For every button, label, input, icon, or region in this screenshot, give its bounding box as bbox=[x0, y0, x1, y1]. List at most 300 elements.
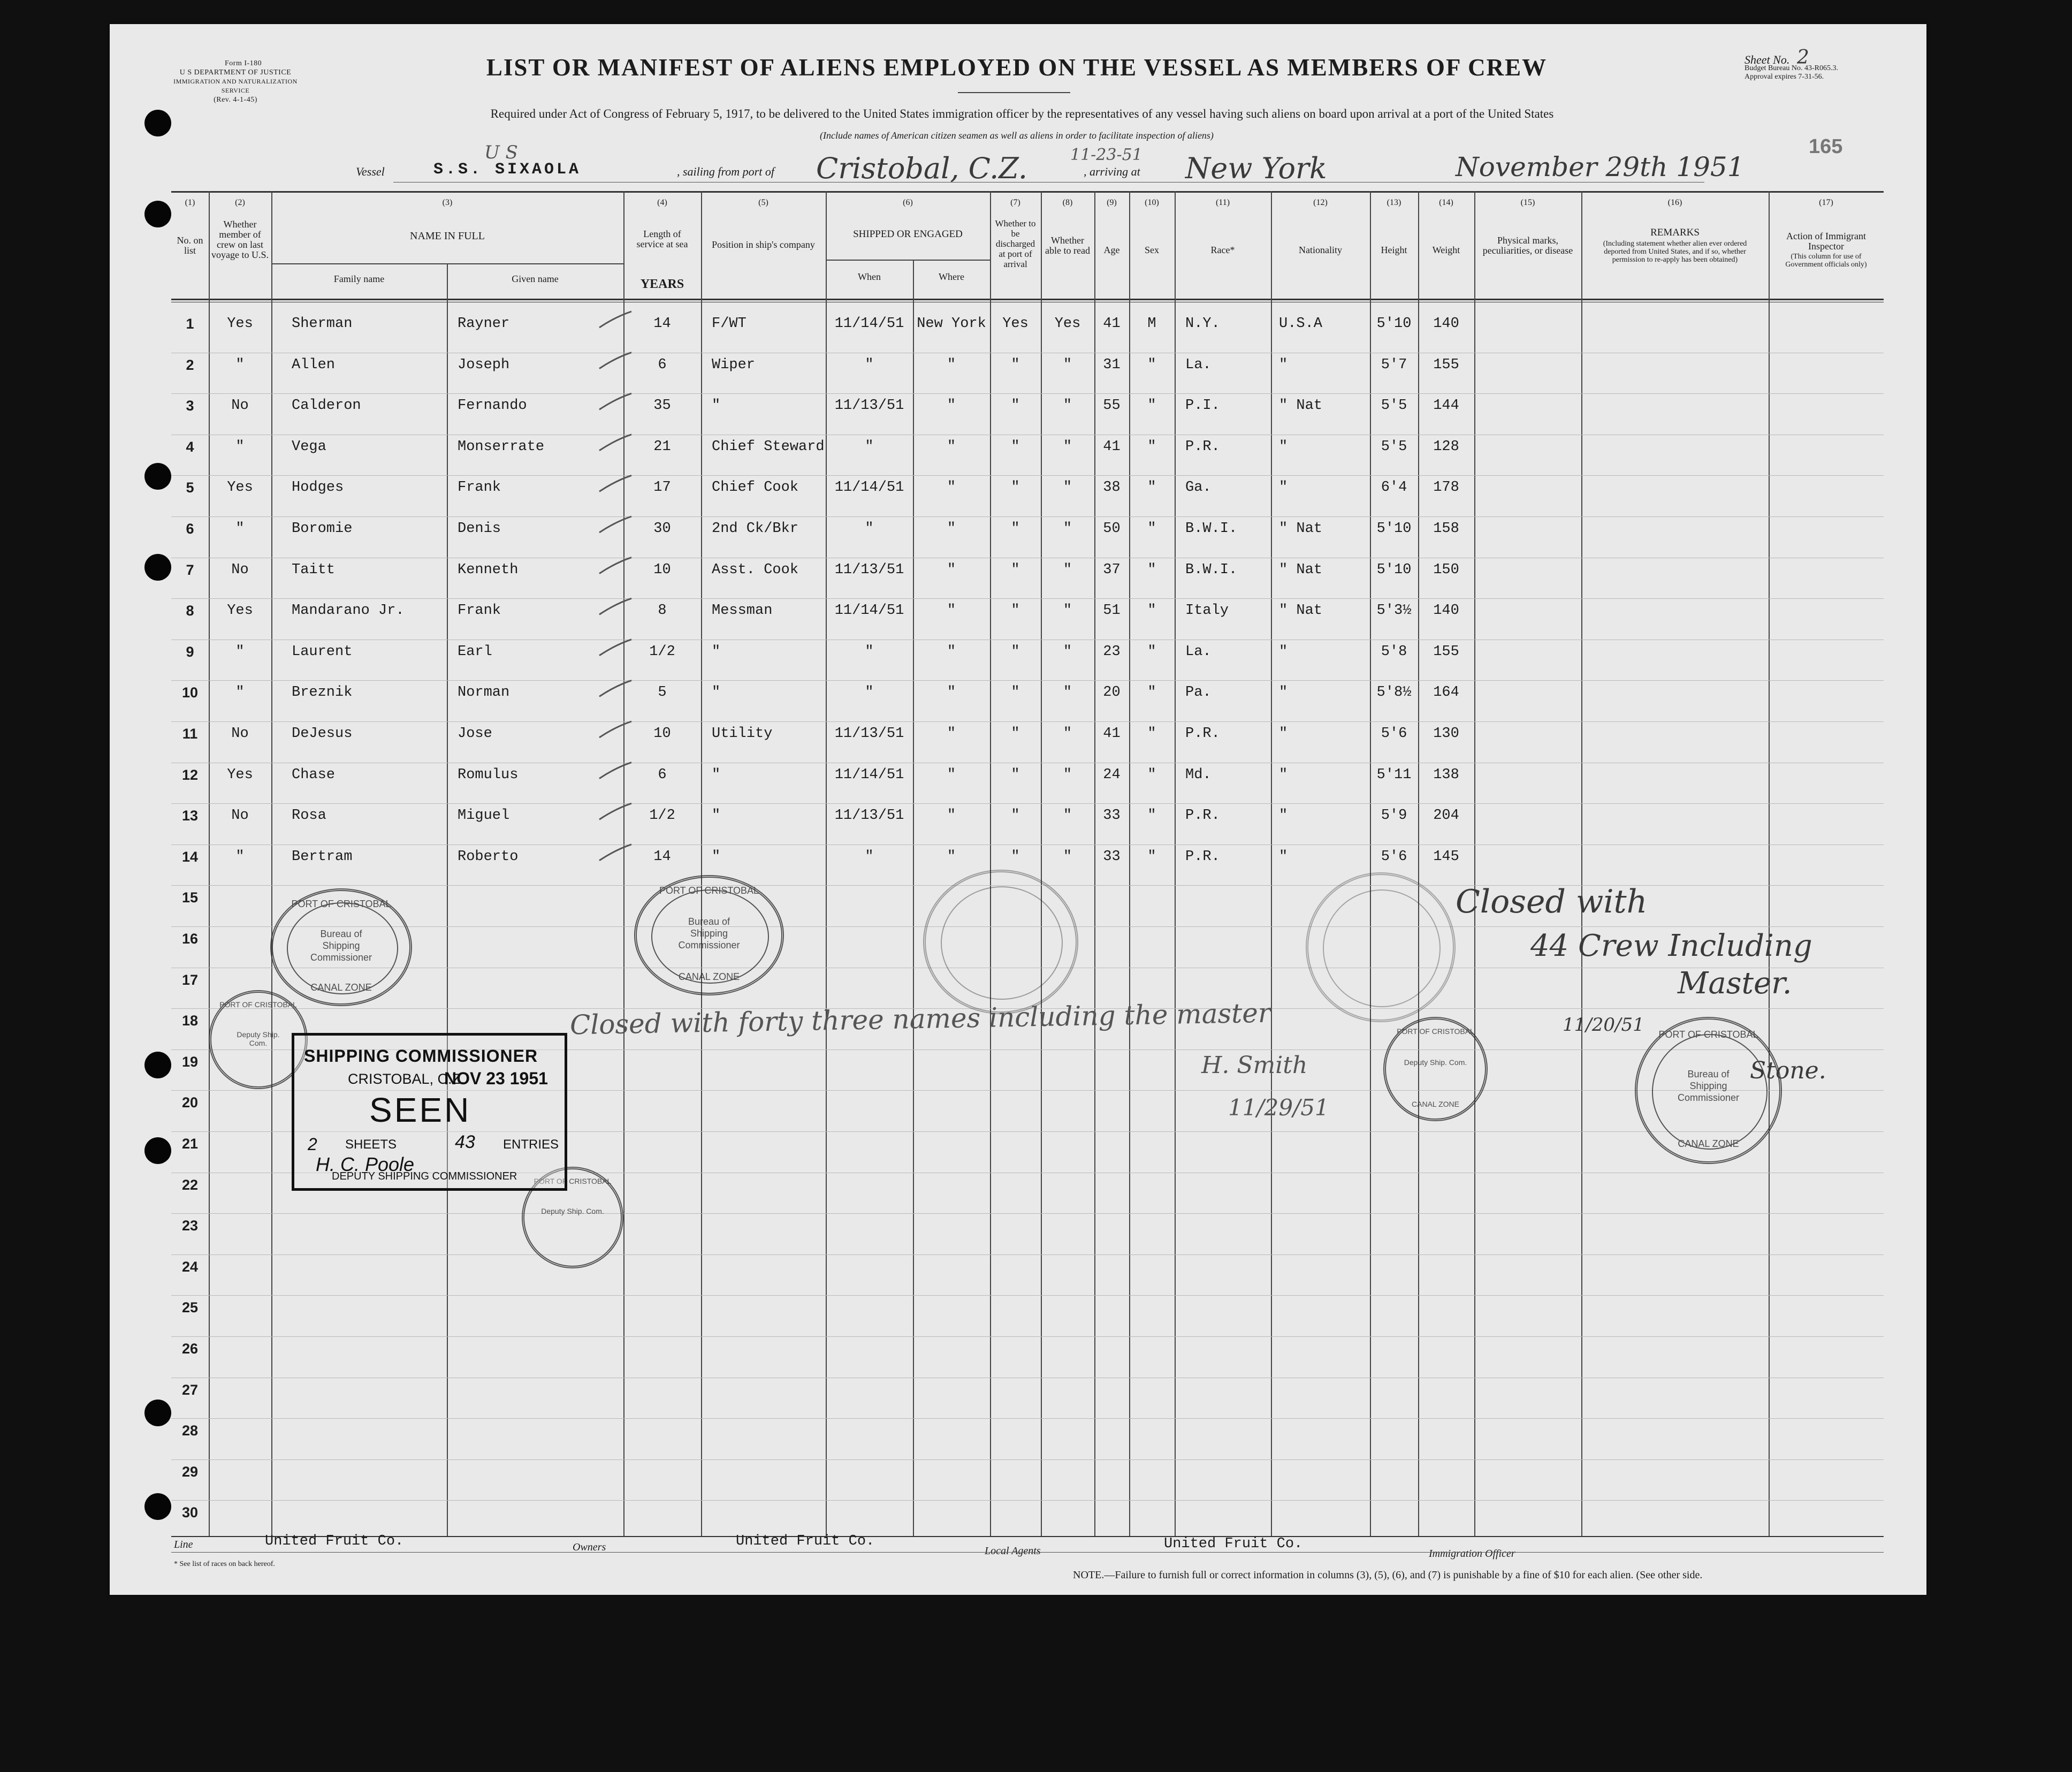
col-13-height: 6'4 bbox=[1381, 480, 1407, 496]
col-5-position: Chief Cook bbox=[712, 480, 799, 496]
col-3-given-name: Jose bbox=[458, 726, 492, 742]
col-11-race: P.R. bbox=[1185, 438, 1220, 455]
col-3-given-name: Miguel bbox=[458, 808, 510, 824]
row-number: 12 bbox=[181, 766, 199, 783]
col-14-weight: 128 bbox=[1433, 438, 1459, 455]
col-12-label: Nationality bbox=[1299, 245, 1342, 255]
col-10-sex: " bbox=[1147, 603, 1156, 619]
col-6-when: 11/14/51 bbox=[834, 603, 904, 619]
col-10-sex: " bbox=[1147, 643, 1156, 660]
col-3-family-name: Boromie bbox=[292, 521, 353, 537]
seal-bottom-text: CANAL ZONE bbox=[310, 982, 372, 993]
col-12-nationality: " Nat bbox=[1279, 521, 1323, 537]
col-4-years: 10 bbox=[653, 561, 671, 578]
col-12-nationality: " bbox=[1279, 766, 1288, 783]
col-3-family-name: Mandarano Jr. bbox=[292, 603, 405, 619]
col-9-age: 31 bbox=[1103, 356, 1121, 373]
col-3-family-name: Breznik bbox=[292, 685, 353, 701]
col-8-able-to-read: " bbox=[1063, 356, 1072, 373]
inspector-initials: H. Smith bbox=[1201, 1052, 1308, 1079]
row-rule bbox=[171, 1418, 1884, 1419]
row-number: 19 bbox=[181, 1053, 199, 1070]
seal-bottom-text: CANAL ZONE bbox=[1412, 1100, 1459, 1108]
col-line bbox=[701, 191, 702, 1536]
col-7-discharged: " bbox=[1011, 848, 1020, 865]
seal-text-2: Shipping bbox=[690, 928, 728, 939]
row-rule bbox=[171, 1213, 1884, 1214]
col-11-number: (11) bbox=[1215, 198, 1230, 207]
col-3-family-name: Allen bbox=[292, 356, 336, 373]
col-5-position: Messman bbox=[712, 603, 773, 619]
col-9-age: 41 bbox=[1103, 316, 1121, 332]
col-6-where: " bbox=[947, 766, 956, 783]
col-4-number: (4) bbox=[657, 198, 667, 207]
col-9-label: Age bbox=[1103, 245, 1120, 255]
col-8-able-to-read: " bbox=[1063, 643, 1072, 660]
table-bottom-rule bbox=[171, 1536, 1884, 1537]
col-4-years: 14 bbox=[653, 316, 671, 332]
col-1-number: (1) bbox=[185, 198, 195, 207]
col-3-given-name: Frank bbox=[458, 603, 501, 619]
seal-text-2: Shipping bbox=[322, 940, 360, 951]
shipping-commissioner-seal bbox=[1306, 872, 1456, 1022]
seen-footer: DEPUTY SHIPPING COMMISSIONER bbox=[332, 1170, 517, 1182]
row-number: 4 bbox=[186, 438, 194, 455]
col-3-number: (3) bbox=[442, 198, 453, 207]
col-10-sex: " bbox=[1147, 356, 1156, 373]
col-12-number: (12) bbox=[1313, 198, 1328, 207]
col-17-sub: (This column for use of Government officials only) bbox=[1785, 253, 1867, 269]
row-rule bbox=[171, 1254, 1884, 1255]
col-9-age: 23 bbox=[1103, 643, 1121, 660]
col-5-position: " bbox=[712, 766, 721, 783]
col-3-given-name: Rayner bbox=[458, 316, 510, 332]
col-9-age: 24 bbox=[1103, 766, 1121, 783]
col-12-nationality: " Nat bbox=[1279, 561, 1323, 578]
col-13-height: 5'5 bbox=[1381, 398, 1407, 414]
row-number: 29 bbox=[181, 1463, 199, 1480]
col-3-family-name: Sherman bbox=[292, 316, 353, 332]
col-13-height: 5'7 bbox=[1381, 356, 1407, 373]
col-4-years: 1/2 bbox=[649, 643, 675, 660]
col-10-sex: " bbox=[1147, 808, 1156, 824]
shipping-commissioner-seal bbox=[270, 888, 412, 1006]
col-2-whether-crew: " bbox=[235, 643, 245, 660]
manifest-subnote: (Include names of American citizen seamen as well as aliens in order to facilitate inspection of aliens) bbox=[820, 130, 1214, 141]
owners-value: United Fruit Co. bbox=[736, 1533, 875, 1549]
seen-date: NOV 23 1951 bbox=[444, 1069, 548, 1088]
col-6-when: " bbox=[865, 356, 874, 373]
col-14-number: (14) bbox=[1439, 198, 1453, 207]
col-14-weight: 158 bbox=[1433, 521, 1459, 537]
col-13-number: (13) bbox=[1387, 198, 1401, 207]
col-10-sex: " bbox=[1147, 480, 1156, 496]
seen-stamp bbox=[292, 1033, 567, 1191]
col-3-given-name: Fernando bbox=[458, 398, 527, 414]
header-bottom-rule bbox=[171, 299, 1884, 300]
line-value: United Fruit Co. bbox=[265, 1533, 404, 1549]
col-6-when: 11/13/51 bbox=[834, 726, 904, 742]
col-4-years: 17 bbox=[653, 480, 671, 496]
manifest-subtitle: Required under Act of Congress of February 5, 1917, to be delivered to the United States immigration officer by the representatives of any vessel having such aliens on board upon arrival at a port of the United States bbox=[490, 107, 1554, 120]
row-number: 22 bbox=[181, 1176, 199, 1193]
col-14-weight: 178 bbox=[1433, 480, 1459, 496]
col-12-nationality: " bbox=[1279, 643, 1288, 660]
col-9-number: (9) bbox=[1107, 198, 1117, 207]
col-3-given-label: Given name bbox=[512, 273, 559, 284]
col-2-whether-crew: Yes bbox=[227, 480, 253, 496]
col-line bbox=[447, 263, 448, 1536]
check-mark bbox=[599, 435, 631, 451]
col-3-family-name: Bertram bbox=[292, 848, 353, 865]
footer-rule bbox=[171, 1552, 1884, 1553]
seal-top-text: PORT OF CRISTOBAL bbox=[219, 1000, 297, 1009]
col-4-years: 6 bbox=[658, 766, 667, 783]
col-6-where: " bbox=[947, 603, 956, 619]
seal-top-text: PORT OF CRISTOBAL bbox=[1658, 1029, 1758, 1040]
col-6-when-label: When bbox=[858, 271, 881, 282]
col-4-years: 10 bbox=[653, 726, 671, 742]
col-3-given-name: Romulus bbox=[458, 766, 519, 783]
row-rule bbox=[171, 475, 1884, 476]
seal-text-1: Bureau of bbox=[320, 929, 362, 939]
col-13-height: 5'8 bbox=[1381, 643, 1407, 660]
agents-label: Local Agents bbox=[985, 1545, 1041, 1557]
closed-note-line-3: Master. bbox=[1678, 966, 1792, 1001]
port-from: Cristobal, C.Z. bbox=[816, 151, 1027, 185]
col-3-family-name: Laurent bbox=[292, 643, 353, 660]
col-11-race: B.W.I. bbox=[1185, 521, 1238, 537]
check-mark bbox=[599, 680, 631, 696]
seen-sheets-value: 2 bbox=[308, 1135, 317, 1154]
col-4-years: 8 bbox=[658, 603, 667, 619]
col-2-whether-crew: " bbox=[235, 356, 245, 373]
col-5-position: " bbox=[712, 808, 721, 824]
col-13-height: 5'8½ bbox=[1376, 685, 1412, 701]
col-9-age: 55 bbox=[1103, 398, 1121, 414]
col-10-sex: " bbox=[1147, 685, 1156, 701]
seal-top-text: PORT OF CRISTOBAL bbox=[291, 899, 391, 909]
col-14-weight: 130 bbox=[1433, 726, 1459, 742]
closed-note-line-1: Closed with bbox=[1456, 883, 1648, 921]
col-12-nationality: " bbox=[1279, 808, 1288, 824]
row-number: 30 bbox=[181, 1504, 199, 1521]
shipped-header-rule bbox=[826, 260, 990, 261]
row-number: 28 bbox=[181, 1423, 199, 1439]
row-rule bbox=[171, 1336, 1884, 1337]
col-2-number: (2) bbox=[235, 198, 245, 207]
col-6-where: " bbox=[947, 848, 956, 865]
arrival-date: November 29th 1951 bbox=[1456, 151, 1745, 182]
col-6-where: " bbox=[947, 561, 956, 578]
col-5-label: Position in ship's company bbox=[712, 239, 815, 250]
row-number: 1 bbox=[186, 316, 194, 332]
form-number: Form I-180 bbox=[225, 59, 262, 67]
col-6-where: " bbox=[947, 356, 956, 373]
col-3-family-name: Hodges bbox=[292, 480, 344, 496]
seal-text-3: Commissioner bbox=[310, 952, 372, 963]
col-3-given-name: Earl bbox=[458, 643, 492, 660]
col-7-discharged: " bbox=[1011, 643, 1020, 660]
col-7-discharged: " bbox=[1011, 766, 1020, 783]
col-2-whether-crew: No bbox=[231, 561, 249, 578]
col-14-weight: 155 bbox=[1433, 643, 1459, 660]
col-6-when: " bbox=[865, 643, 874, 660]
row-rule bbox=[171, 1459, 1884, 1460]
check-mark bbox=[599, 516, 631, 533]
check-marks bbox=[594, 300, 658, 888]
col-6-label: SHIPPED OR ENGAGED bbox=[853, 229, 963, 240]
col-5-position: Utility bbox=[712, 726, 773, 742]
col-12-nationality: " bbox=[1279, 480, 1288, 496]
row-number: 11 bbox=[182, 726, 198, 742]
deputy-seal bbox=[1383, 1017, 1488, 1121]
col-6-where: " bbox=[947, 685, 956, 701]
col-4-years: 6 bbox=[658, 356, 667, 373]
col-11-race: La. bbox=[1185, 356, 1212, 373]
col-line bbox=[1271, 191, 1272, 1536]
agents-value: United Fruit Co. bbox=[1164, 1536, 1303, 1552]
col-15-number: (15) bbox=[1520, 198, 1535, 207]
col-2-whether-crew: " bbox=[235, 848, 245, 865]
col-2-whether-crew: Yes bbox=[227, 766, 253, 783]
stamp-number: 165 bbox=[1809, 135, 1843, 158]
col-3-family-name: Rosa bbox=[292, 808, 326, 824]
col-5-position: " bbox=[712, 643, 721, 660]
col-line bbox=[1175, 191, 1176, 1536]
col-5-position: F/WT bbox=[712, 316, 746, 332]
col-11-race: Italy bbox=[1185, 603, 1229, 619]
races-note: * See list of races on back hereof. bbox=[174, 1560, 275, 1568]
col-7-discharged: " bbox=[1011, 521, 1020, 537]
col-6-where: " bbox=[947, 521, 956, 537]
col-3-given-name: Norman bbox=[458, 685, 510, 701]
col-13-height: 5'6 bbox=[1381, 726, 1407, 742]
col-11-race: Pa. bbox=[1185, 685, 1212, 701]
col-2-whether-crew: No bbox=[231, 726, 249, 742]
row-rule bbox=[171, 1500, 1884, 1501]
col-4-unit: YEARS bbox=[640, 277, 684, 291]
seen-header: SHIPPING COMMISSIONER bbox=[304, 1046, 538, 1066]
col-8-able-to-read: " bbox=[1063, 766, 1072, 783]
seal-top-text: PORT OF CRISTOBAL bbox=[659, 885, 759, 896]
form-identification bbox=[161, 59, 310, 104]
col-3-family-name: Chase bbox=[292, 766, 336, 783]
col-14-weight: 150 bbox=[1433, 561, 1459, 578]
col-12-nationality: " Nat bbox=[1279, 603, 1323, 619]
col-10-sex: " bbox=[1147, 848, 1156, 865]
col-2-whether-crew: " bbox=[235, 438, 245, 455]
row-rule bbox=[171, 721, 1884, 722]
row-rule bbox=[171, 516, 1884, 517]
col-5-position: 2nd Ck/Bkr bbox=[712, 521, 799, 537]
col-3-given-name: Joseph bbox=[458, 356, 510, 373]
col-2-whether-crew: Yes bbox=[227, 316, 253, 332]
col-4-years: 14 bbox=[653, 848, 671, 865]
col-7-discharged: " bbox=[1011, 603, 1020, 619]
table-top-rule bbox=[171, 191, 1884, 193]
row-rule bbox=[171, 680, 1884, 681]
col-6-when: " bbox=[865, 685, 874, 701]
row-number: 23 bbox=[181, 1218, 199, 1234]
col-14-weight: 140 bbox=[1433, 316, 1459, 332]
inspector-date: 11/29/51 bbox=[1228, 1094, 1329, 1121]
col-6-when: 11/13/51 bbox=[834, 808, 904, 824]
col-7-discharged: " bbox=[1011, 726, 1020, 742]
col-3-given-name: Kenneth bbox=[458, 561, 519, 578]
col-14-weight: 138 bbox=[1433, 766, 1459, 783]
col-13-height: 5'10 bbox=[1376, 521, 1412, 537]
col-4-years: 5 bbox=[658, 685, 667, 701]
department-name: U S DEPARTMENT OF JUSTICE bbox=[179, 69, 292, 77]
col-11-race: P.R. bbox=[1185, 726, 1220, 742]
col-16-label: REMARKS bbox=[1650, 227, 1700, 238]
service-name: IMMIGRATION AND NATURALIZATION SERVICE bbox=[173, 78, 298, 94]
col-line bbox=[1474, 191, 1475, 1536]
col-17-number: (17) bbox=[1819, 198, 1833, 207]
col-7-discharged: " bbox=[1011, 356, 1020, 373]
seal-text-deputy: Deputy Ship. Com. bbox=[1404, 1058, 1467, 1067]
col-9-age: 51 bbox=[1103, 603, 1121, 619]
col-11-label: Race* bbox=[1210, 245, 1235, 255]
row-number: 14 bbox=[181, 848, 199, 865]
col-3-family-name: Vega bbox=[292, 438, 326, 455]
col-15-label: Physical marks, peculiarities, or disease bbox=[1482, 235, 1573, 256]
row-number: 27 bbox=[181, 1381, 199, 1398]
col-6-when: 11/14/51 bbox=[834, 316, 904, 332]
col-9-age: 37 bbox=[1103, 561, 1121, 578]
approval-expiry: Approval expires 7-31-56. bbox=[1745, 73, 1824, 81]
col-14-weight: 155 bbox=[1433, 356, 1459, 373]
seal-bottom-text: CANAL ZONE bbox=[1678, 1138, 1739, 1149]
col-11-race: N.Y. bbox=[1185, 316, 1220, 332]
col-13-height: 5'6 bbox=[1381, 848, 1407, 865]
row-number: 20 bbox=[181, 1094, 199, 1111]
col-12-nationality: " bbox=[1279, 356, 1288, 373]
col-6-when: " bbox=[865, 521, 874, 537]
col-10-sex: " bbox=[1147, 521, 1156, 537]
row-number: 21 bbox=[181, 1136, 199, 1152]
col-9-age: 41 bbox=[1103, 438, 1121, 455]
row-number: 26 bbox=[181, 1341, 199, 1357]
check-mark bbox=[599, 311, 631, 328]
col-2-whether-crew: " bbox=[235, 521, 245, 537]
shipping-commissioner-seal bbox=[1635, 1017, 1782, 1164]
col-5-position: Asst. Cook bbox=[712, 561, 799, 578]
col-10-sex: " bbox=[1147, 561, 1156, 578]
col-6-when: 11/13/51 bbox=[834, 398, 904, 414]
col-4-label: Length of service at sea bbox=[636, 229, 688, 249]
seal-top-text: PORT OF CRISTOBAL bbox=[534, 1177, 612, 1185]
col-1-label: No. on list bbox=[177, 235, 203, 256]
seal-text-1: Bureau of bbox=[1687, 1069, 1730, 1079]
col-8-able-to-read: Yes bbox=[1054, 316, 1081, 332]
col-17-label: Action of Immigrant Inspector bbox=[1786, 231, 1866, 252]
row-number: 18 bbox=[181, 1013, 199, 1029]
check-mark bbox=[599, 845, 631, 861]
closed-note-line-2: 44 Crew Including bbox=[1530, 929, 1812, 963]
col-2-label: Whether member of crew on last voyage to U.S. bbox=[211, 219, 269, 260]
col-11-race: B.W.I. bbox=[1185, 561, 1238, 578]
row-number: 8 bbox=[186, 603, 194, 619]
col-4-years: 1/2 bbox=[649, 808, 675, 824]
col-2-whether-crew: Yes bbox=[227, 603, 253, 619]
col-8-able-to-read: " bbox=[1063, 603, 1072, 619]
col-9-age: 50 bbox=[1103, 521, 1121, 537]
row-rule bbox=[171, 1295, 1884, 1296]
col-3-given-name: Denis bbox=[458, 521, 501, 537]
col-8-able-to-read: " bbox=[1063, 685, 1072, 701]
col-13-height: 5'5 bbox=[1381, 438, 1407, 455]
officer-label: Immigration Officer bbox=[1429, 1548, 1515, 1560]
col-14-weight: 144 bbox=[1433, 398, 1459, 414]
check-mark bbox=[599, 558, 631, 574]
col-6-where: " bbox=[947, 398, 956, 414]
row-number: 2 bbox=[186, 356, 194, 373]
col-6-when: 11/14/51 bbox=[834, 480, 904, 496]
sheet-info bbox=[1745, 47, 1868, 81]
col-9-age: 38 bbox=[1103, 480, 1121, 496]
col-6-where: " bbox=[947, 808, 956, 824]
col-2-whether-crew: No bbox=[231, 808, 249, 824]
col-10-label: Sex bbox=[1145, 245, 1159, 255]
col-5-position: Chief Steward bbox=[712, 438, 825, 455]
row-number: 5 bbox=[186, 480, 194, 496]
col-7-discharged: " bbox=[1011, 561, 1020, 578]
col-line bbox=[271, 191, 272, 1536]
row-number: 7 bbox=[186, 561, 194, 578]
name-header-rule bbox=[271, 263, 623, 264]
col-16-number: (16) bbox=[1667, 198, 1682, 207]
col-6-where-label: Where bbox=[939, 271, 964, 282]
col-7-discharged: " bbox=[1011, 808, 1020, 824]
col-5-position: Wiper bbox=[712, 356, 756, 373]
col-12-nationality: " Nat bbox=[1279, 398, 1323, 414]
col-13-height: 5'9 bbox=[1381, 808, 1407, 824]
voyage-date-hand: 11-23-51 bbox=[1070, 146, 1142, 164]
col-8-able-to-read: " bbox=[1063, 438, 1072, 455]
col-6-when: " bbox=[865, 438, 874, 455]
col-12-nationality: U.S.A bbox=[1279, 316, 1323, 332]
seal-text-deputy: Deputy Ship. Com. bbox=[237, 1030, 280, 1047]
col-2-whether-crew: " bbox=[235, 685, 245, 701]
col-9-age: 41 bbox=[1103, 726, 1121, 742]
col-7-discharged: " bbox=[1011, 685, 1020, 701]
row-number: 13 bbox=[181, 808, 199, 824]
col-4-years: 30 bbox=[653, 521, 671, 537]
check-mark bbox=[599, 598, 631, 614]
col-6-when: 11/13/51 bbox=[834, 561, 904, 578]
check-mark bbox=[599, 640, 631, 656]
col-13-height: 5'10 bbox=[1376, 561, 1412, 578]
col-3-given-name: Frank bbox=[458, 480, 501, 496]
col-line bbox=[1769, 191, 1770, 1536]
col-7-discharged: Yes bbox=[1002, 316, 1029, 332]
seen-entries-label: ENTRIES bbox=[503, 1137, 559, 1152]
row-number: 17 bbox=[181, 971, 199, 988]
seal-text-3: Commissioner bbox=[678, 940, 740, 950]
check-mark bbox=[599, 353, 631, 369]
col-11-race: La. bbox=[1185, 643, 1212, 660]
check-mark bbox=[599, 803, 631, 819]
col-8-able-to-read: " bbox=[1063, 398, 1072, 414]
sailing-label: , sailing from port of bbox=[677, 165, 774, 178]
row-number: 10 bbox=[181, 685, 199, 701]
closed-note-signature: Stone. bbox=[1750, 1057, 1826, 1084]
col-8-able-to-read: " bbox=[1063, 808, 1072, 824]
col-9-age: 33 bbox=[1103, 808, 1121, 824]
row-rule bbox=[171, 598, 1884, 599]
